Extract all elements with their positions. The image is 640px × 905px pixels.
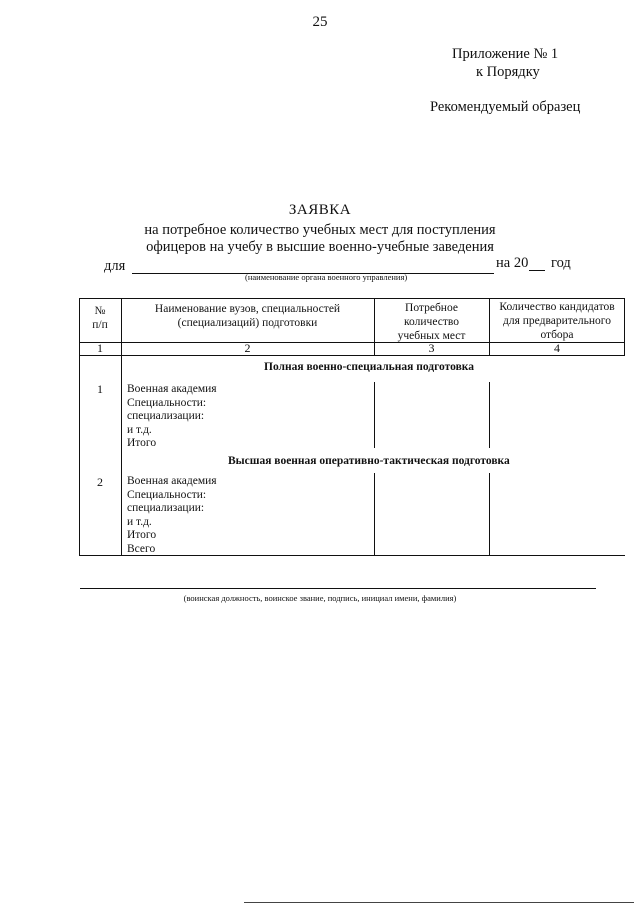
row-2-line-1: Военная академия [127, 475, 217, 487]
document-subtitle [0, 222, 640, 256]
table-col-divider-3-s2 [489, 473, 490, 555]
header-candidates-line-1: Количество кандидатов [499, 301, 615, 313]
row-2-line-4: и т.д. [127, 515, 152, 528]
header-candidates-line-2: для предварительного [503, 315, 611, 327]
request-table [79, 298, 625, 556]
section-title-1: Полная военно-специальная подготовка [264, 361, 474, 373]
row-content-2 [127, 475, 217, 557]
table-col-divider-1 [121, 298, 122, 556]
column-number-4: 4 [554, 341, 560, 355]
row-content-1 [127, 383, 217, 451]
page-number: 25 [312, 14, 328, 30]
row-1-line-4: и т.д. [127, 423, 152, 436]
column-number-3: 3 [428, 341, 435, 355]
signature-line [80, 588, 596, 589]
appendix-label: Приложение № 1 [452, 46, 559, 62]
table-col-divider-3-s1 [489, 382, 490, 448]
table-left-border [79, 298, 80, 556]
column-number-2: 2 [244, 341, 251, 355]
subtitle-line-1: на потребное количество учебных мест для поступления [144, 222, 496, 238]
row-1-line-2: Специальности: [127, 396, 207, 409]
table-col-divider-2-s2 [374, 473, 375, 555]
header-required-line-1: Потребное [405, 302, 458, 314]
organization-caption: (наименование органа военного управления) [245, 272, 408, 282]
subtitle-line-2: офицеров на учебу в высшие военно-учебные заведения [146, 239, 494, 255]
table-top-border [79, 298, 625, 299]
sample-label: Рекомендуемый образец [430, 99, 581, 115]
for-prefix: для [104, 258, 126, 274]
header-name [121, 302, 374, 330]
year-blank-line [529, 270, 545, 271]
header-number-line-1: № [94, 305, 106, 317]
row-2-line-2: Специальности: [127, 488, 207, 501]
row-number-2: 2 [97, 475, 103, 489]
row-1-line-3: специализации: [127, 410, 205, 423]
section-title-2: Высшая военная оперативно-тактическая подготовка [228, 455, 510, 467]
header-name-line-1: Наименование вузов, специальностей [154, 303, 341, 315]
row-2-line-6: Всего [127, 542, 156, 555]
page-bottom-edge [244, 902, 634, 903]
row-number-1: 1 [97, 382, 103, 396]
header-required-line-2: количество [404, 316, 459, 328]
header-name-line-2: (специализаций) подготовки [177, 317, 318, 329]
header-required-places [374, 301, 489, 343]
header-candidates [489, 300, 625, 342]
header-number [79, 304, 121, 332]
header-required-line-3: учебных мест [397, 330, 466, 342]
row-2-line-3: специализации: [127, 502, 205, 515]
year-suffix: год [551, 255, 571, 271]
row-1-line-1: Военная академия [127, 383, 217, 395]
header-candidates-line-3: отбора [540, 329, 574, 341]
document-title: ЗАЯВКА [288, 202, 352, 218]
table-col-divider-2-s1 [374, 382, 375, 448]
header-number-line-2: п/п [92, 319, 108, 331]
row-1-line-5: Итого [127, 437, 157, 450]
appendix-reference: к Порядку [476, 64, 540, 80]
row-2-line-5: Итого [127, 529, 157, 542]
year-prefix: на 20 [496, 255, 529, 271]
column-number-1: 1 [97, 341, 103, 355]
signature-caption: (воинская должность, воинское звание, подпись, инициал имени, фамилия) [183, 593, 457, 603]
